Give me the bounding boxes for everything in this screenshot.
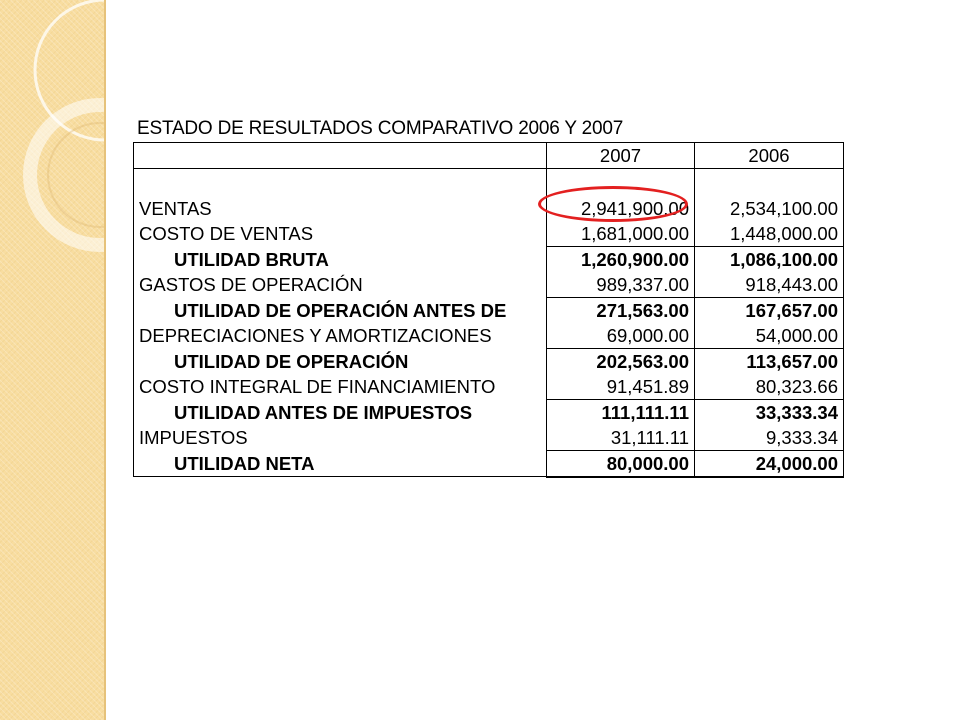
header-row: [134, 143, 844, 169]
value-2006: 1,086,100.00: [695, 246, 844, 272]
value-2007: 80,000.00: [547, 450, 695, 477]
spacer-row: [134, 169, 844, 196]
value-2007: 1,681,000.00: [547, 221, 695, 247]
decorative-side-panel: [0, 0, 106, 720]
table-row: [134, 425, 844, 451]
row-label: UTILIDAD DE OPERACIÓN: [134, 348, 547, 374]
value-2006: 24,000.00: [695, 450, 844, 477]
value-2006: 1,448,000.00: [695, 221, 844, 247]
value-2007: 271,563.00: [547, 297, 695, 323]
row-label: UTILIDAD DE OPERACIÓN ANTES DE: [134, 297, 547, 323]
value-2006: 167,657.00: [695, 297, 844, 323]
table-row: [134, 272, 844, 298]
value-2007: 1,260,900.00: [547, 246, 695, 272]
table-row: [134, 221, 844, 247]
table-row: [134, 246, 844, 272]
header-2006: 2006: [695, 143, 844, 169]
row-label: UTILIDAD NETA: [134, 450, 547, 477]
value-2006: 80,323.66: [695, 374, 844, 400]
value-2007: 69,000.00: [547, 323, 695, 349]
value-2007: 989,337.00: [547, 272, 695, 298]
value-2007: 31,111.11: [547, 425, 695, 451]
table-row: [134, 196, 844, 221]
table-title: ESTADO DE RESULTADOS COMPARATIVO 2006 Y 2007: [137, 118, 624, 139]
row-label: UTILIDAD ANTES DE IMPUESTOS: [134, 399, 547, 425]
value-2007: 2,941,900.00: [547, 196, 695, 221]
table-row: [134, 323, 844, 349]
row-label: UTILIDAD BRUTA: [134, 246, 547, 272]
value-2006: 9,333.34: [695, 425, 844, 451]
table-row: [134, 348, 844, 374]
row-label: VENTAS: [134, 196, 547, 221]
table-row: [134, 399, 844, 425]
table-row: [134, 374, 844, 400]
table-row: [134, 297, 844, 323]
row-label: GASTOS DE OPERACIÓN: [134, 272, 547, 298]
value-2006: 33,333.34: [695, 399, 844, 425]
row-label: COSTO DE VENTAS: [134, 221, 547, 247]
value-2006: 2,534,100.00: [695, 196, 844, 221]
income-statement-table: [133, 142, 844, 478]
row-label: IMPUESTOS: [134, 425, 547, 451]
value-2007: 202,563.00: [547, 348, 695, 374]
swirl-ornament-icon: [0, 0, 106, 720]
value-2006: 54,000.00: [695, 323, 844, 349]
header-blank-cell: [134, 143, 547, 169]
row-label: DEPRECIACIONES Y AMORTIZACIONES: [134, 323, 547, 349]
row-label: COSTO INTEGRAL DE FINANCIAMIENTO: [134, 374, 547, 400]
value-2007: 91,451.89: [547, 374, 695, 400]
value-2007: 111,111.11: [547, 399, 695, 425]
value-2006: 918,443.00: [695, 272, 844, 298]
value-2006: 113,657.00: [695, 348, 844, 374]
table-row: [134, 450, 844, 477]
header-2007: 2007: [547, 143, 695, 169]
